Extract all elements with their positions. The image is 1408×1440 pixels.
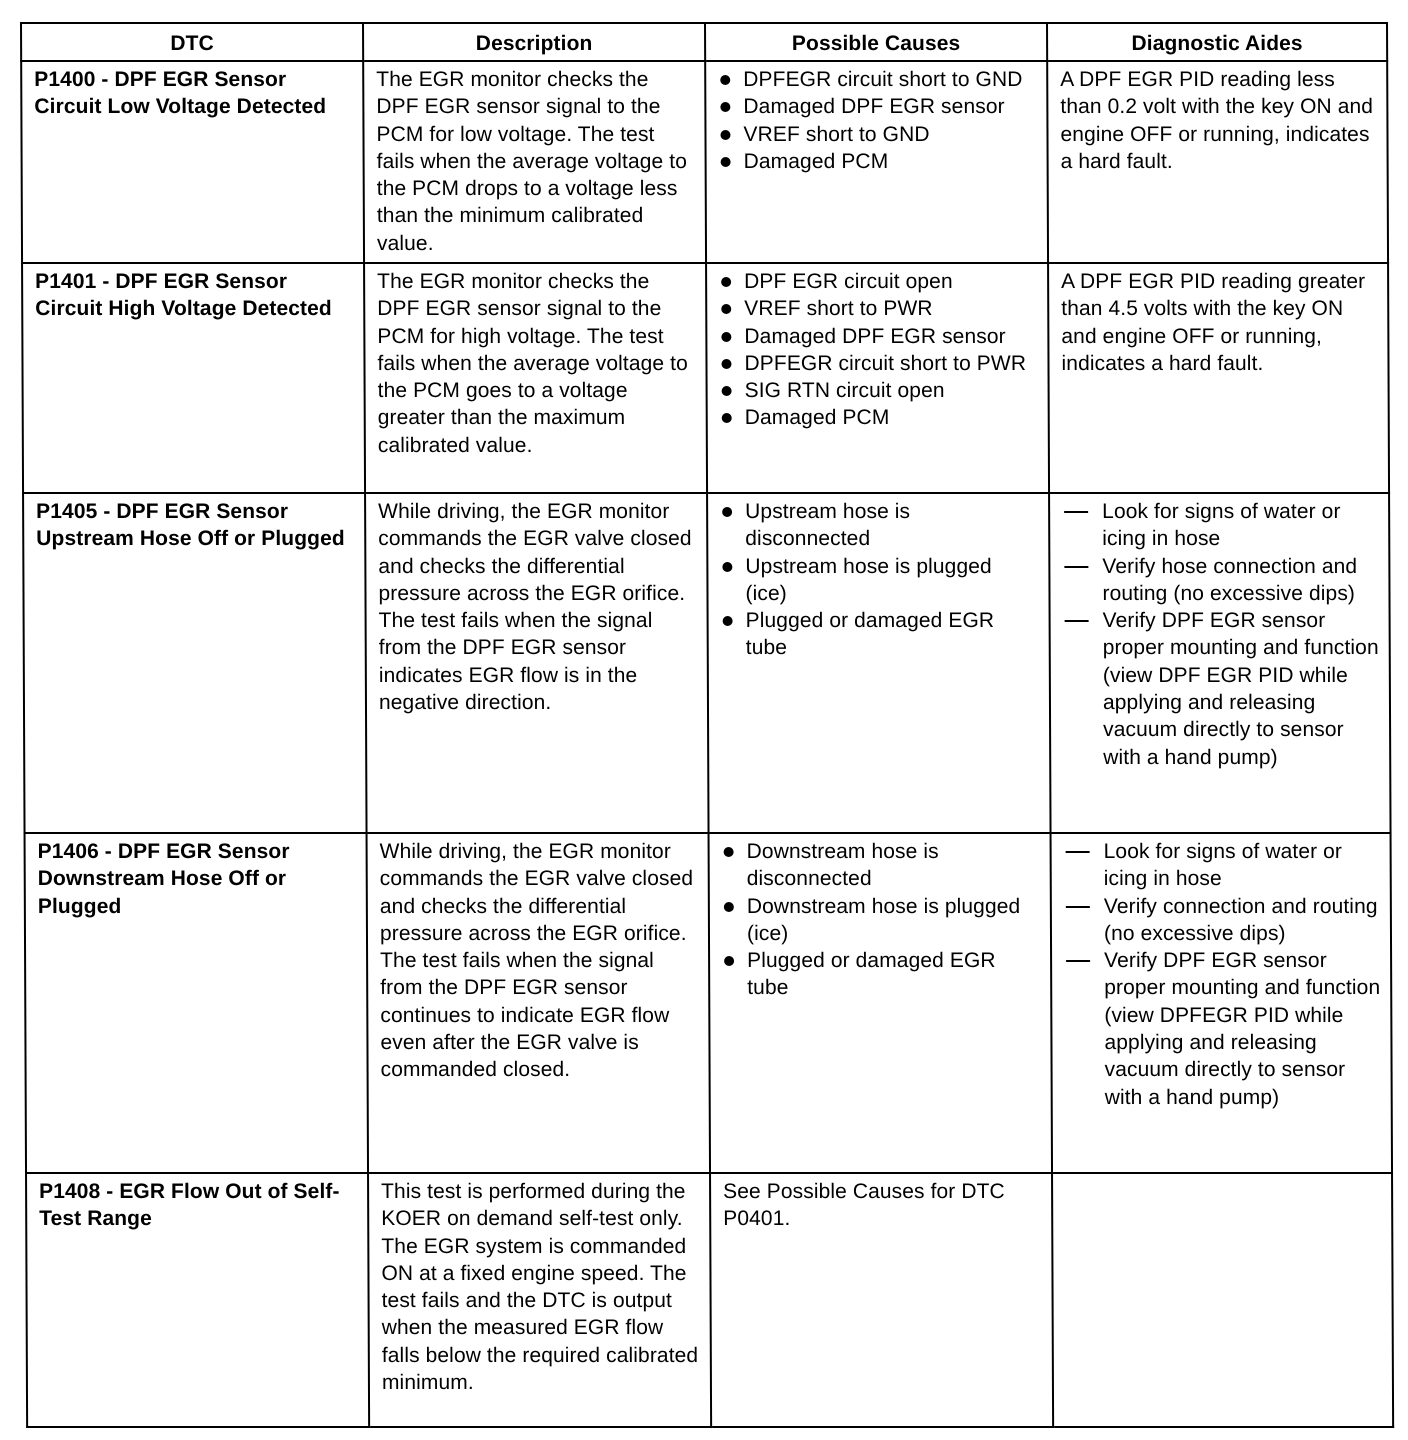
cause-item: Plugged or damaged EGR tube: [722, 947, 1040, 1002]
aide-item: Verify hose connection and routing (no excessive dips): [1062, 553, 1378, 608]
cause-item: Damaged DPF EGR sensor: [719, 323, 1037, 350]
cause-item: DPFEGR circuit short to GND: [718, 66, 1036, 93]
causes-list: [722, 838, 1041, 1002]
aide-item: Verify DPF EGR sensor proper mounting and function (view DPF EGR PID while applying and releasing vacuum directly to sensor with a hand pump): [1063, 607, 1380, 771]
aides-cell: A DPF EGR PID reading greater than 4.5 volts with the key ON and engine OFF or running, indicates a hard fault.: [1048, 263, 1389, 493]
cause-item: DPFEGR circuit short to PWR: [719, 350, 1037, 377]
table-row: [21, 61, 1388, 263]
cause-item: Damaged PCM: [720, 404, 1038, 431]
table-row: [23, 493, 1390, 833]
description-cell: The EGR monitor checks the DPF EGR sensor signal to the PCM for high voltage. The test fails when the average voltage to the PCM goes to a voltage greater than the maximum calibrated value.: [364, 263, 707, 493]
causes-list: [719, 268, 1038, 432]
aide-item: Look for signs of water or icing in hose: [1064, 838, 1380, 893]
aides-list: [1064, 838, 1381, 1111]
cause-item: Upstream hose is plugged (ice): [720, 553, 1038, 608]
dtc-table: [20, 22, 1394, 1428]
dtc-cell: P1405 - DPF EGR Sensor Upstream Hose Off or Plugged: [23, 493, 366, 833]
cause-item: Upstream hose is disconnected: [720, 498, 1038, 553]
causes-list: [720, 498, 1039, 662]
cause-item: Downstream hose is plugged (ice): [722, 893, 1040, 948]
dtc-cell: P1400 - DPF EGR Sensor Circuit Low Voltage Detected: [21, 61, 364, 263]
cause-item: VREF short to GND: [718, 121, 1036, 148]
cause-item: DPF EGR circuit open: [719, 268, 1037, 295]
aides-list: [1062, 498, 1379, 771]
aides-cell: [1051, 833, 1392, 1173]
causes-cell: See Possible Causes for DTC P0401.: [710, 1173, 1053, 1427]
description-cell: While driving, the EGR monitor commands the EGR valve closed and checks the differential pressure across the EGR orifice. The test fails when the signal from the DPF EGR sensor indicates EGR flow is in the negative direction.: [365, 493, 708, 833]
aide-item: Verify connection and routing (no excessive dips): [1064, 893, 1380, 948]
header-description: Description: [363, 23, 705, 61]
dtc-cell: P1408 - EGR Flow Out of Self-Test Range: [26, 1173, 369, 1427]
aides-cell: [1049, 493, 1390, 833]
cause-item: Plugged or damaged EGR tube: [721, 607, 1039, 662]
dtc-cell: P1406 - DPF EGR Sensor Downstream Hose Off or Plugged: [25, 833, 368, 1173]
causes-cell: [705, 61, 1048, 263]
cause-item: Downstream hose is disconnected: [722, 838, 1040, 893]
aides-cell: [1052, 1173, 1393, 1427]
causes-list: [718, 66, 1036, 175]
causes-cell: [706, 263, 1049, 493]
header-dtc: DTC: [21, 23, 363, 61]
cause-item: SIG RTN circuit open: [720, 377, 1038, 404]
table-row: [22, 263, 1389, 493]
aide-item: Look for signs of water or icing in hose: [1062, 498, 1378, 553]
table-row: [25, 833, 1392, 1173]
cause-item: Damaged PCM: [719, 148, 1037, 175]
table-row: [26, 1173, 1393, 1427]
description-cell: The EGR monitor checks the DPF EGR sensor signal to the PCM for low voltage. The test fails when the average voltage to the PCM drops to a voltage less than the minimum calibrated value.: [363, 61, 706, 263]
description-cell: While driving, the EGR monitor commands the EGR valve closed and checks the differential pressure across the EGR orifice. The test fails when the signal from the DPF EGR sensor continues to indicate EGR flow even after the EGR valve is commanded closed.: [367, 833, 710, 1173]
header-diagnostic-aides: Diagnostic Aides: [1047, 23, 1387, 61]
cause-item: VREF short to PWR: [719, 295, 1037, 322]
header-possible-causes: Possible Causes: [705, 23, 1047, 61]
dtc-cell: P1401 - DPF EGR Sensor Circuit High Voltage Detected: [22, 263, 365, 493]
aides-cell: A DPF EGR PID reading less than 0.2 volt with the key ON and engine OFF or running, indicates a hard fault.: [1047, 61, 1388, 263]
description-cell: This test is performed during the KOER on demand self-test only. The EGR system is commanded ON at a fixed engine speed. The test fails and the DTC is output when the measured EGR flow falls below the required calibrated minimum.: [368, 1173, 711, 1427]
aide-item: Verify DPF EGR sensor proper mounting and function (view DPFEGR PID while applying and releasing vacuum directly to sensor with a hand pump): [1064, 947, 1381, 1111]
causes-cell: [707, 493, 1050, 833]
header-row: [21, 23, 1387, 61]
causes-cell: [709, 833, 1052, 1173]
cause-item: Damaged DPF EGR sensor: [718, 93, 1036, 120]
